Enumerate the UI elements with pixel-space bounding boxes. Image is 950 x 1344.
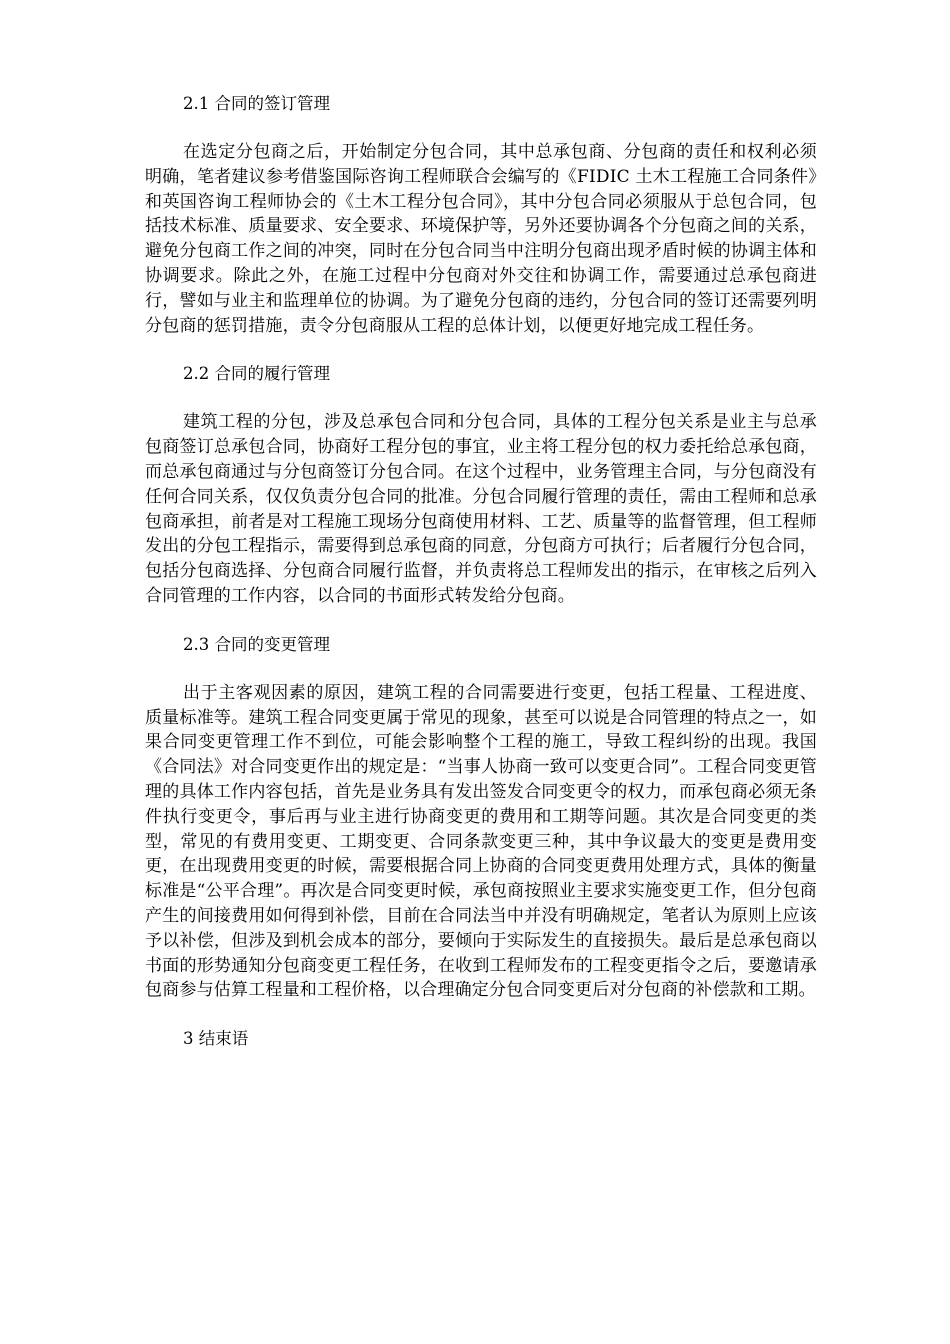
section-heading-2-3: 2.3 合同的变更管理: [183, 634, 330, 654]
closing-heading: 3 结束语: [183, 1029, 249, 1049]
section-heading-2-2: 2.2 合同的履行管理: [183, 364, 330, 384]
section-heading-2-1: 2.1 合同的签订管理: [183, 94, 330, 113]
section-paragraph-2-3: 出于主客观因素的原因，建筑工程的合同需要进行变更，包括工程量、工程进度、质量标准等。建筑工程合同变更属于常见的现象，甚至可以说是合同管理的特点之一，如果合同变更管理工作不到位，可能会影响整个工程的施工，导致工程纠纷的出现。我国《合同法》对合同变更作出的规定是：“当事人协商一致可以变更合同”。工程合同变更管理的具体工作内容包括，首先是业务具有发出签发合同变更令的权力，而承包商必须无条件执行变更令，事后再与业主进行协商变更的费用和工期等问题。其次是合同变更的类型，常见的有费用变更、工期变更、合同条款变更三种，其中争议最大的变更是费用变更，在出现费用变更的时候，需要根据合同上协商的合同变更费用处理方式，具体的衡量标准是“公平合理”。再次是合同变更时候，承包商按照业主要求实施变更工作，但分包商产生的间接费用如何得到补偿，目前在合同法当中并没有明确规定，笔者认为原则上应该予以补偿，但涉及到机会成本的部分，要倾向于实际发生的直接损失。最后是总承包商以书面的形势通知分包商变更工程任务，在收到工程师发布的工程变更指令之后，要邀请承包商参与估算工程量和工程价格，以合理确定分包合同变更后对分包商的补偿款和工期。: [145, 682, 817, 1001]
document-page: [145, 92, 817, 1075]
section-paragraph-2-2: 建筑工程的分包，涉及总承包合同和分包合同，具体的工程分包关系是业主与总承包商签订总承包合同，协商好工程分包的事宜，业主将工程分包的权力委托给总承包商，而总承包商通过与分包商签订分包合同。在这个过程中，业务管理主合同，与分包商没有任何合同关系，仅仅负责分包合同的批准。分包合同履行管理的责任，需由工程师和总承包商承担，前者是对工程施工现场分包商使用材料、工艺、质量等的监督管理，但工程师发出的分包工程指示，需要得到总承包商的同意，分包商方可执行；后者履行分包合同，包括分包商选择、分包商合同履行监督，并负责将总工程师发出的指示，在审核之后列入合同管理的工作内容，以合同的书面形式转发给分包商。: [145, 412, 817, 606]
section-paragraph-2-1: 在选定分包商之后，开始制定分包合同，其中总承包商、分包商的责任和权利必须明确，笔者建议参考借鉴国际咨询工程师联合会编写的《FIDIC 土木工程施工合同条件》和英国咨询工程师协会的《土木工程分包合同》，其中分包合同必须服从于总包合同，包括技术标准、质量要求、安全要求、环境保护等，另外还要协调各个分包商之间的关系，避免分包商工作之间的冲突，同时在分包合同当中注明分包商出现矛盾时候的协调主体和协调要求。除此之外，在施工过程中分包商对外交往和协调工作，需要通过总承包商进行，譬如与业主和监理单位的协调。为了避免分包商的违约，分包合同的签订还需要列明分包商的惩罚措施，责令分包商服从工程的总体计划，以便更好地完成工程任务。: [145, 142, 817, 336]
